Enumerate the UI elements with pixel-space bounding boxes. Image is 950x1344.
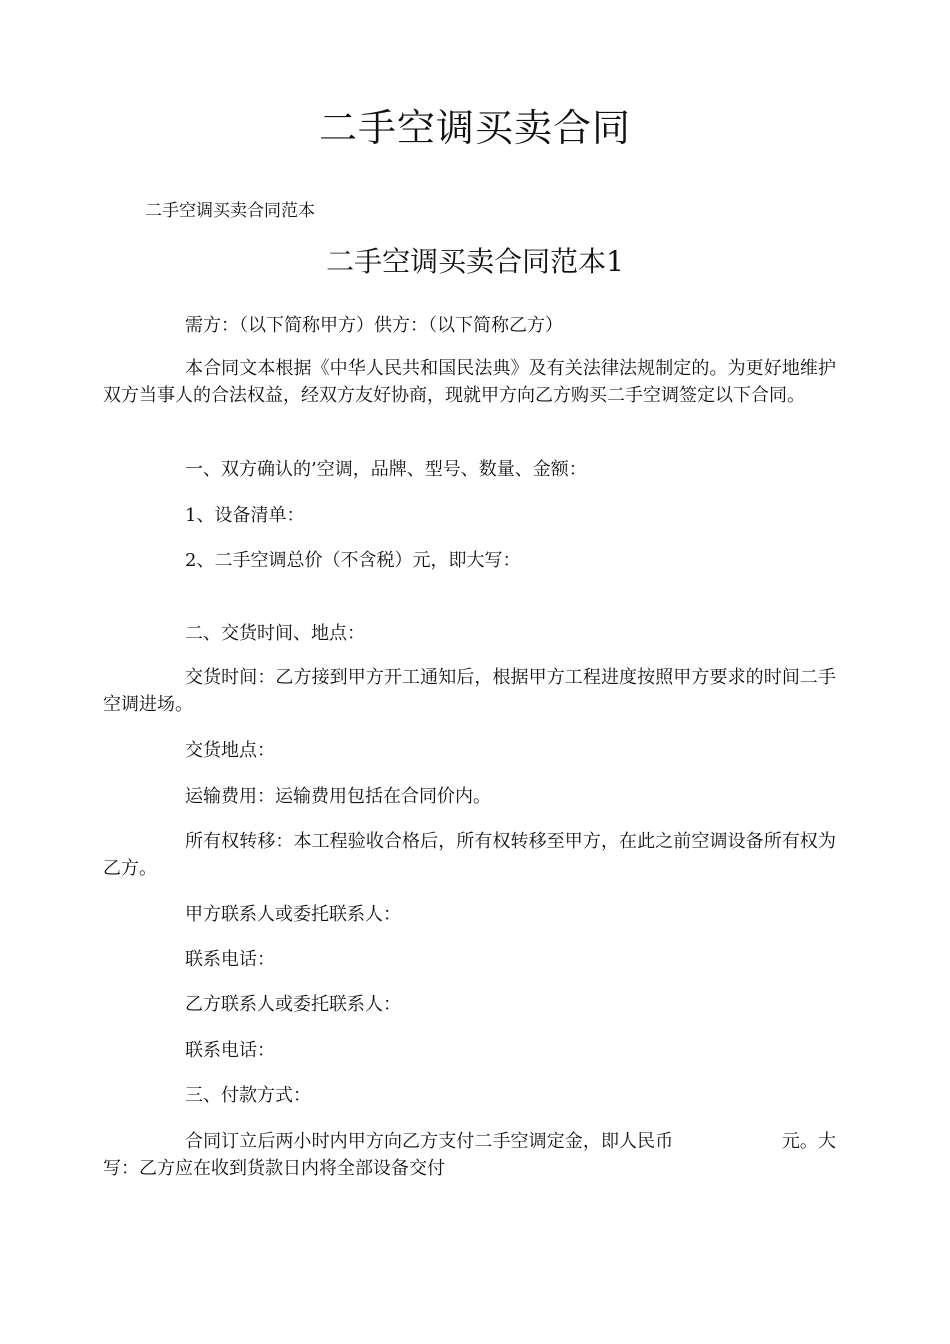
paragraph-party-a-phone: 联系电话： [185,949,275,970]
paragraph-delivery-place: 交货地点： [185,740,275,761]
paragraph-parties: 需方：（以下简称甲方）供方：（以下简称乙方） [185,315,563,336]
paragraph-transport-fee: 运输费用：运输费用包括在合同价内。 [185,786,491,807]
paragraph-payment: 合同订立后两小时内甲方向乙方支付二手空调定金，即人民币 元。大写：乙方应在收到货款日内将全部设备交付 [103,1131,836,1179]
paragraph-party-a-contact: 甲方联系人或委托联系人： [185,904,401,925]
paragraph-party-b-contact: 乙方联系人或委托联系人： [185,994,401,1015]
paragraph-section-three: 三、付款方式： [185,1085,311,1106]
document-title: 二手空调买卖合同 [318,106,631,150]
paragraph-equipment-list: 1、设备清单： [185,505,305,526]
paragraph-party-b-phone: 联系电话： [185,1040,275,1061]
paragraph-section-one: 一、双方确认的’空调，品牌、型号、数量、金额： [185,459,587,480]
paragraph-ownership: 所有权转移：本工程验收合格后，所有权转移至甲方，在此之前空调设备所有权为乙方。 [103,831,836,879]
paragraph-section-two: 二、交货时间、地点： [185,623,365,644]
document-caption: 二手空调买卖合同范本 [145,201,315,221]
paragraph-preamble: 本合同文本根据《中华人民共和国民法典》及有关法律法规制定的。为更好地维护双方当事人的合法权益，经双方友好协商，现就甲方向乙方购买二手空调签定以下合同。 [103,358,836,406]
paragraph-total-price: 2、二手空调总价（不含税）元，即大写： [185,550,521,571]
paragraph-delivery-time: 交货时间：乙方接到甲方开工通知后，根据甲方工程进度按照甲方要求的时间二手空调进场。 [103,667,836,715]
section-title: 二手空调买卖合同范本1 [326,245,624,278]
